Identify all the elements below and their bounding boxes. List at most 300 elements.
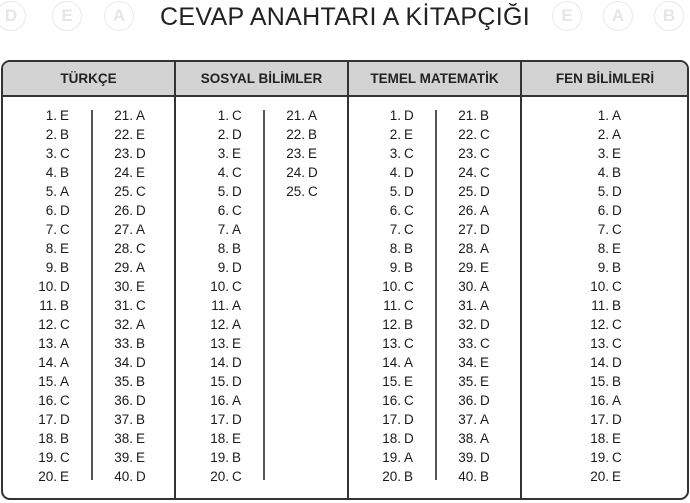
section-header-matematik: TEMEL MATEMATİK	[370, 71, 499, 86]
answer-row	[105, 163, 165, 182]
question-number: 37.	[114, 412, 133, 427]
answer-letter: D	[404, 412, 414, 427]
question-number: 29.	[114, 260, 133, 275]
answer-letter: D	[136, 203, 146, 218]
answer-row	[29, 448, 89, 467]
question-number: 22.	[114, 127, 133, 142]
answer-row	[201, 391, 261, 410]
answer-letter: C	[308, 184, 318, 199]
answer-letter: C	[480, 146, 490, 161]
question-number: 11.	[591, 298, 609, 313]
answer-letter: B	[136, 336, 146, 351]
question-number: 30.	[114, 279, 133, 294]
answer-row	[581, 277, 641, 296]
question-number: 26.	[458, 203, 477, 218]
answer-row	[29, 391, 89, 410]
answer-letter: E	[612, 469, 622, 484]
question-number: 2.	[217, 127, 229, 142]
answer-letter: A	[612, 127, 622, 142]
question-number: 15.	[38, 374, 57, 389]
answer-letter: D	[404, 108, 414, 123]
answer-row	[201, 448, 261, 467]
answer-letter: A	[232, 222, 242, 237]
answer-letter: E	[612, 241, 622, 256]
answer-row	[373, 182, 433, 201]
answer-letter: E	[136, 450, 146, 465]
answer-letter: A	[480, 298, 490, 313]
answer-letter: D	[612, 203, 622, 218]
question-number: 25.	[458, 184, 477, 199]
question-number: 3.	[45, 146, 57, 161]
question-number: 2.	[597, 127, 609, 142]
question-number: 32.	[458, 317, 477, 332]
question-number: 4.	[389, 165, 401, 180]
answer-row	[581, 220, 641, 239]
answer-row	[373, 429, 433, 448]
question-number: 38.	[458, 431, 477, 446]
question-number: 20.	[210, 469, 229, 484]
answer-letter: A	[136, 317, 146, 332]
answer-letter: B	[612, 165, 622, 180]
answer-letter: A	[612, 108, 622, 123]
answer-row	[373, 334, 433, 353]
answer-row	[581, 144, 641, 163]
answer-letter: D	[60, 279, 70, 294]
question-number: 10.	[38, 279, 57, 294]
answer-row	[201, 106, 261, 125]
answer-letter: A	[480, 412, 490, 427]
answer-letter: D	[404, 184, 414, 199]
question-number: 4.	[45, 165, 57, 180]
question-number: 35.	[114, 374, 133, 389]
answer-letter: A	[308, 108, 318, 123]
answer-row	[581, 315, 641, 334]
answer-row	[581, 239, 641, 258]
sub-column-divider	[435, 110, 437, 480]
question-number: 14.	[590, 355, 609, 370]
question-number: 11.	[39, 298, 57, 313]
answer-row	[105, 277, 165, 296]
answer-row	[201, 467, 261, 486]
answer-row	[201, 144, 261, 163]
sub-column-divider	[91, 110, 93, 480]
question-number: 25.	[114, 184, 133, 199]
answer-letter: A	[232, 298, 242, 313]
question-number: 3.	[217, 146, 229, 161]
answer-row	[581, 372, 641, 391]
question-number: 18.	[38, 431, 57, 446]
answer-row	[373, 125, 433, 144]
answer-row	[373, 277, 433, 296]
answer-row	[581, 448, 641, 467]
question-number: 6.	[389, 203, 401, 218]
answer-row	[449, 448, 509, 467]
bubble-letter: A	[104, 1, 134, 31]
answer-row	[201, 315, 261, 334]
answer-row	[201, 334, 261, 353]
answer-row	[201, 410, 261, 429]
answer-letter: D	[136, 393, 146, 408]
answer-letter: D	[232, 374, 242, 389]
answer-letter: A	[480, 279, 490, 294]
answer-letter: C	[232, 279, 242, 294]
answer-letter: E	[232, 146, 242, 161]
question-number: 1.	[45, 108, 57, 123]
question-number: 14.	[210, 355, 229, 370]
question-number: 19.	[590, 450, 609, 465]
answers-column	[581, 106, 641, 486]
answer-letter: D	[60, 412, 70, 427]
answer-letter: E	[612, 431, 622, 446]
answer-letter: E	[232, 431, 242, 446]
answer-letter: C	[136, 298, 146, 313]
answer-letter: B	[232, 450, 242, 465]
answer-letter: A	[136, 108, 146, 123]
answer-letter: D	[136, 469, 146, 484]
answer-letter: D	[232, 412, 242, 427]
answer-letter: B	[60, 260, 70, 275]
question-number: 24.	[286, 165, 305, 180]
answer-row	[373, 353, 433, 372]
answer-letter: B	[404, 469, 414, 484]
answer-letter: D	[232, 127, 242, 142]
answer-row	[201, 125, 261, 144]
answer-row	[29, 144, 89, 163]
answer-row	[201, 429, 261, 448]
question-number: 5.	[389, 184, 401, 199]
answer-row	[449, 296, 509, 315]
bubble-letter: E	[552, 1, 582, 31]
answer-row	[201, 182, 261, 201]
answer-letter: D	[480, 393, 490, 408]
question-number: 14.	[38, 355, 57, 370]
question-number: 3.	[597, 146, 609, 161]
answer-row	[105, 144, 165, 163]
answer-letter: B	[480, 108, 490, 123]
answer-row	[581, 353, 641, 372]
answer-letter: C	[612, 222, 622, 237]
answer-letter: A	[232, 317, 242, 332]
question-number: 20.	[590, 469, 609, 484]
question-number: 15.	[210, 374, 229, 389]
question-number: 38.	[114, 431, 133, 446]
answer-letter: D	[308, 165, 318, 180]
answer-row	[581, 182, 641, 201]
answer-row	[449, 410, 509, 429]
question-number: 21.	[286, 108, 305, 123]
question-number: 39.	[458, 450, 477, 465]
question-number: 6.	[217, 203, 229, 218]
question-number: 20.	[38, 469, 57, 484]
answer-letter: D	[480, 450, 490, 465]
answer-letter: E	[60, 469, 70, 484]
answer-row	[373, 296, 433, 315]
answer-row	[105, 315, 165, 334]
question-number: 7.	[45, 222, 57, 237]
question-number: 7.	[389, 222, 401, 237]
answer-letter: C	[232, 469, 242, 484]
answer-letter: A	[480, 241, 490, 256]
answer-letter: E	[136, 165, 146, 180]
answer-letter: C	[404, 222, 414, 237]
question-number: 6.	[597, 203, 609, 218]
answer-row	[449, 258, 509, 277]
question-number: 8.	[389, 241, 401, 256]
answer-letter: A	[612, 393, 622, 408]
answer-letter: C	[136, 241, 146, 256]
answer-row	[581, 391, 641, 410]
answer-row	[201, 277, 261, 296]
column-divider	[174, 62, 176, 498]
question-number: 12.	[210, 317, 229, 332]
answer-row	[29, 163, 89, 182]
answer-row	[449, 163, 509, 182]
answer-letter: A	[136, 222, 146, 237]
answers-column	[277, 106, 337, 201]
answer-row	[581, 334, 641, 353]
answer-row	[581, 429, 641, 448]
answer-row	[29, 182, 89, 201]
answer-letter: D	[232, 355, 242, 370]
question-number: 17.	[38, 412, 57, 427]
answer-letter: D	[404, 431, 414, 446]
question-number: 40.	[458, 469, 477, 484]
question-number: 29.	[458, 260, 477, 275]
answer-row	[373, 220, 433, 239]
answer-row	[449, 353, 509, 372]
answer-letter: B	[612, 260, 622, 275]
answer-row	[449, 467, 509, 486]
answers-column	[373, 106, 433, 486]
question-number: 1.	[597, 108, 609, 123]
section-header-turkce: TÜRKÇE	[60, 71, 117, 86]
question-number: 7.	[217, 222, 229, 237]
answer-letter: E	[136, 431, 146, 446]
question-number: 4.	[217, 165, 229, 180]
answer-letter: C	[60, 146, 70, 161]
answer-row	[105, 239, 165, 258]
answer-row	[373, 448, 433, 467]
answer-row	[449, 144, 509, 163]
question-number: 39.	[114, 450, 133, 465]
question-number: 17.	[210, 412, 229, 427]
answer-letter: B	[60, 298, 70, 313]
answer-letter: D	[60, 203, 70, 218]
answer-row	[449, 125, 509, 144]
answer-letter: D	[612, 412, 622, 427]
answer-letter: E	[480, 355, 490, 370]
question-number: 24.	[458, 165, 477, 180]
answer-row	[449, 106, 509, 125]
question-number: 16.	[382, 393, 401, 408]
answer-row	[449, 372, 509, 391]
question-number: 19.	[382, 450, 401, 465]
answers-column	[29, 106, 89, 486]
answer-letter: E	[60, 108, 70, 123]
question-number: 12.	[382, 317, 401, 332]
question-number: 10.	[382, 279, 401, 294]
answer-row	[373, 410, 433, 429]
answer-row	[105, 258, 165, 277]
bubble-letter: B	[654, 1, 684, 31]
answer-letter: C	[404, 298, 414, 313]
question-number: 8.	[217, 241, 229, 256]
answer-row	[29, 125, 89, 144]
answer-letter: C	[404, 146, 414, 161]
answer-row	[373, 163, 433, 182]
answer-row	[373, 391, 433, 410]
answers-column	[449, 106, 509, 486]
question-number: 11.	[383, 298, 401, 313]
answer-row	[105, 353, 165, 372]
question-number: 4.	[597, 165, 609, 180]
answer-row	[201, 220, 261, 239]
section-header-fen: FEN BİLİMLERİ	[555, 71, 655, 86]
answer-key-table	[1, 60, 689, 500]
answers-column	[201, 106, 261, 486]
answer-row	[29, 296, 89, 315]
answer-row	[449, 429, 509, 448]
question-number: 2.	[389, 127, 401, 142]
answer-letter: B	[60, 431, 70, 446]
answer-letter: B	[308, 127, 318, 142]
question-number: 9.	[389, 260, 401, 275]
question-number: 37.	[458, 412, 477, 427]
answer-letter: E	[136, 279, 146, 294]
question-number: 21.	[458, 108, 477, 123]
answer-row	[105, 372, 165, 391]
answer-letter: C	[404, 336, 414, 351]
answer-letter: C	[612, 336, 622, 351]
question-number: 26.	[114, 203, 133, 218]
answer-letter: C	[232, 108, 242, 123]
answer-row	[105, 296, 165, 315]
answer-letter: C	[480, 165, 490, 180]
question-number: 35.	[458, 374, 477, 389]
answer-letter: E	[60, 241, 70, 256]
question-number: 23.	[458, 146, 477, 161]
answer-letter: D	[136, 146, 146, 161]
answer-row	[201, 163, 261, 182]
answer-row	[105, 334, 165, 353]
question-number: 34.	[114, 355, 133, 370]
answer-row	[581, 106, 641, 125]
answer-row	[105, 429, 165, 448]
answer-row	[581, 201, 641, 220]
answer-letter: D	[232, 260, 242, 275]
question-number: 16.	[590, 393, 609, 408]
answer-row	[29, 429, 89, 448]
answer-letter: A	[480, 203, 490, 218]
answer-letter: E	[404, 374, 414, 389]
answer-row	[277, 163, 337, 182]
question-number: 28.	[458, 241, 477, 256]
question-number: 18.	[210, 431, 229, 446]
answer-letter: E	[308, 146, 318, 161]
question-number: 10.	[210, 279, 229, 294]
answer-row	[373, 467, 433, 486]
answer-row	[373, 106, 433, 125]
answer-row	[29, 201, 89, 220]
answer-letter: A	[60, 355, 70, 370]
answer-letter: C	[480, 336, 490, 351]
question-number: 19.	[38, 450, 57, 465]
question-number: 13.	[38, 336, 57, 351]
question-number: 31.	[114, 298, 133, 313]
answer-row	[449, 201, 509, 220]
question-number: 36.	[458, 393, 477, 408]
answer-row	[201, 353, 261, 372]
answer-letter: B	[404, 317, 414, 332]
answer-row	[449, 220, 509, 239]
column-divider	[520, 62, 522, 498]
question-number: 24.	[114, 165, 133, 180]
question-number: 17.	[382, 412, 401, 427]
question-number: 1.	[217, 108, 229, 123]
answer-letter: C	[232, 203, 242, 218]
answer-row	[201, 239, 261, 258]
answer-row	[277, 182, 337, 201]
question-number: 31.	[458, 298, 477, 313]
answer-row	[581, 163, 641, 182]
question-number: 5.	[597, 184, 609, 199]
answer-row	[581, 125, 641, 144]
answer-letter: C	[60, 317, 70, 332]
answer-row	[105, 106, 165, 125]
answer-letter: C	[232, 165, 242, 180]
question-number: 6.	[45, 203, 57, 218]
answer-row	[29, 334, 89, 353]
answer-row	[105, 125, 165, 144]
question-number: 13.	[382, 336, 401, 351]
answer-row	[449, 239, 509, 258]
question-number: 16.	[210, 393, 229, 408]
answer-row	[277, 144, 337, 163]
question-number: 18.	[590, 431, 609, 446]
question-number: 19.	[210, 450, 229, 465]
question-number: 33.	[458, 336, 477, 351]
table-header	[3, 62, 687, 97]
answer-letter: D	[612, 355, 622, 370]
answer-row	[373, 144, 433, 163]
question-number: 15.	[590, 374, 609, 389]
question-number: 15.	[382, 374, 401, 389]
answer-letter: E	[404, 127, 414, 142]
question-number: 34.	[458, 355, 477, 370]
bubble-letter: A	[603, 1, 633, 31]
answer-row	[29, 277, 89, 296]
question-number: 7.	[597, 222, 609, 237]
answer-letter: E	[480, 374, 490, 389]
question-number: 22.	[458, 127, 477, 142]
answer-row	[105, 410, 165, 429]
answer-row	[449, 277, 509, 296]
question-number: 11.	[211, 298, 229, 313]
answer-letter: D	[480, 222, 490, 237]
section-header-sosyal: SOSYAL BİLİMLER	[200, 71, 323, 86]
answer-letter: D	[480, 317, 490, 332]
question-number: 1.	[389, 108, 401, 123]
question-number: 18.	[382, 431, 401, 446]
answer-letter: C	[60, 450, 70, 465]
answer-letter: C	[612, 279, 622, 294]
answer-letter: B	[404, 241, 414, 256]
question-number: 21.	[114, 108, 133, 123]
question-number: 5.	[217, 184, 229, 199]
answer-row	[449, 391, 509, 410]
question-number: 22.	[286, 127, 305, 142]
question-number: 2.	[45, 127, 57, 142]
